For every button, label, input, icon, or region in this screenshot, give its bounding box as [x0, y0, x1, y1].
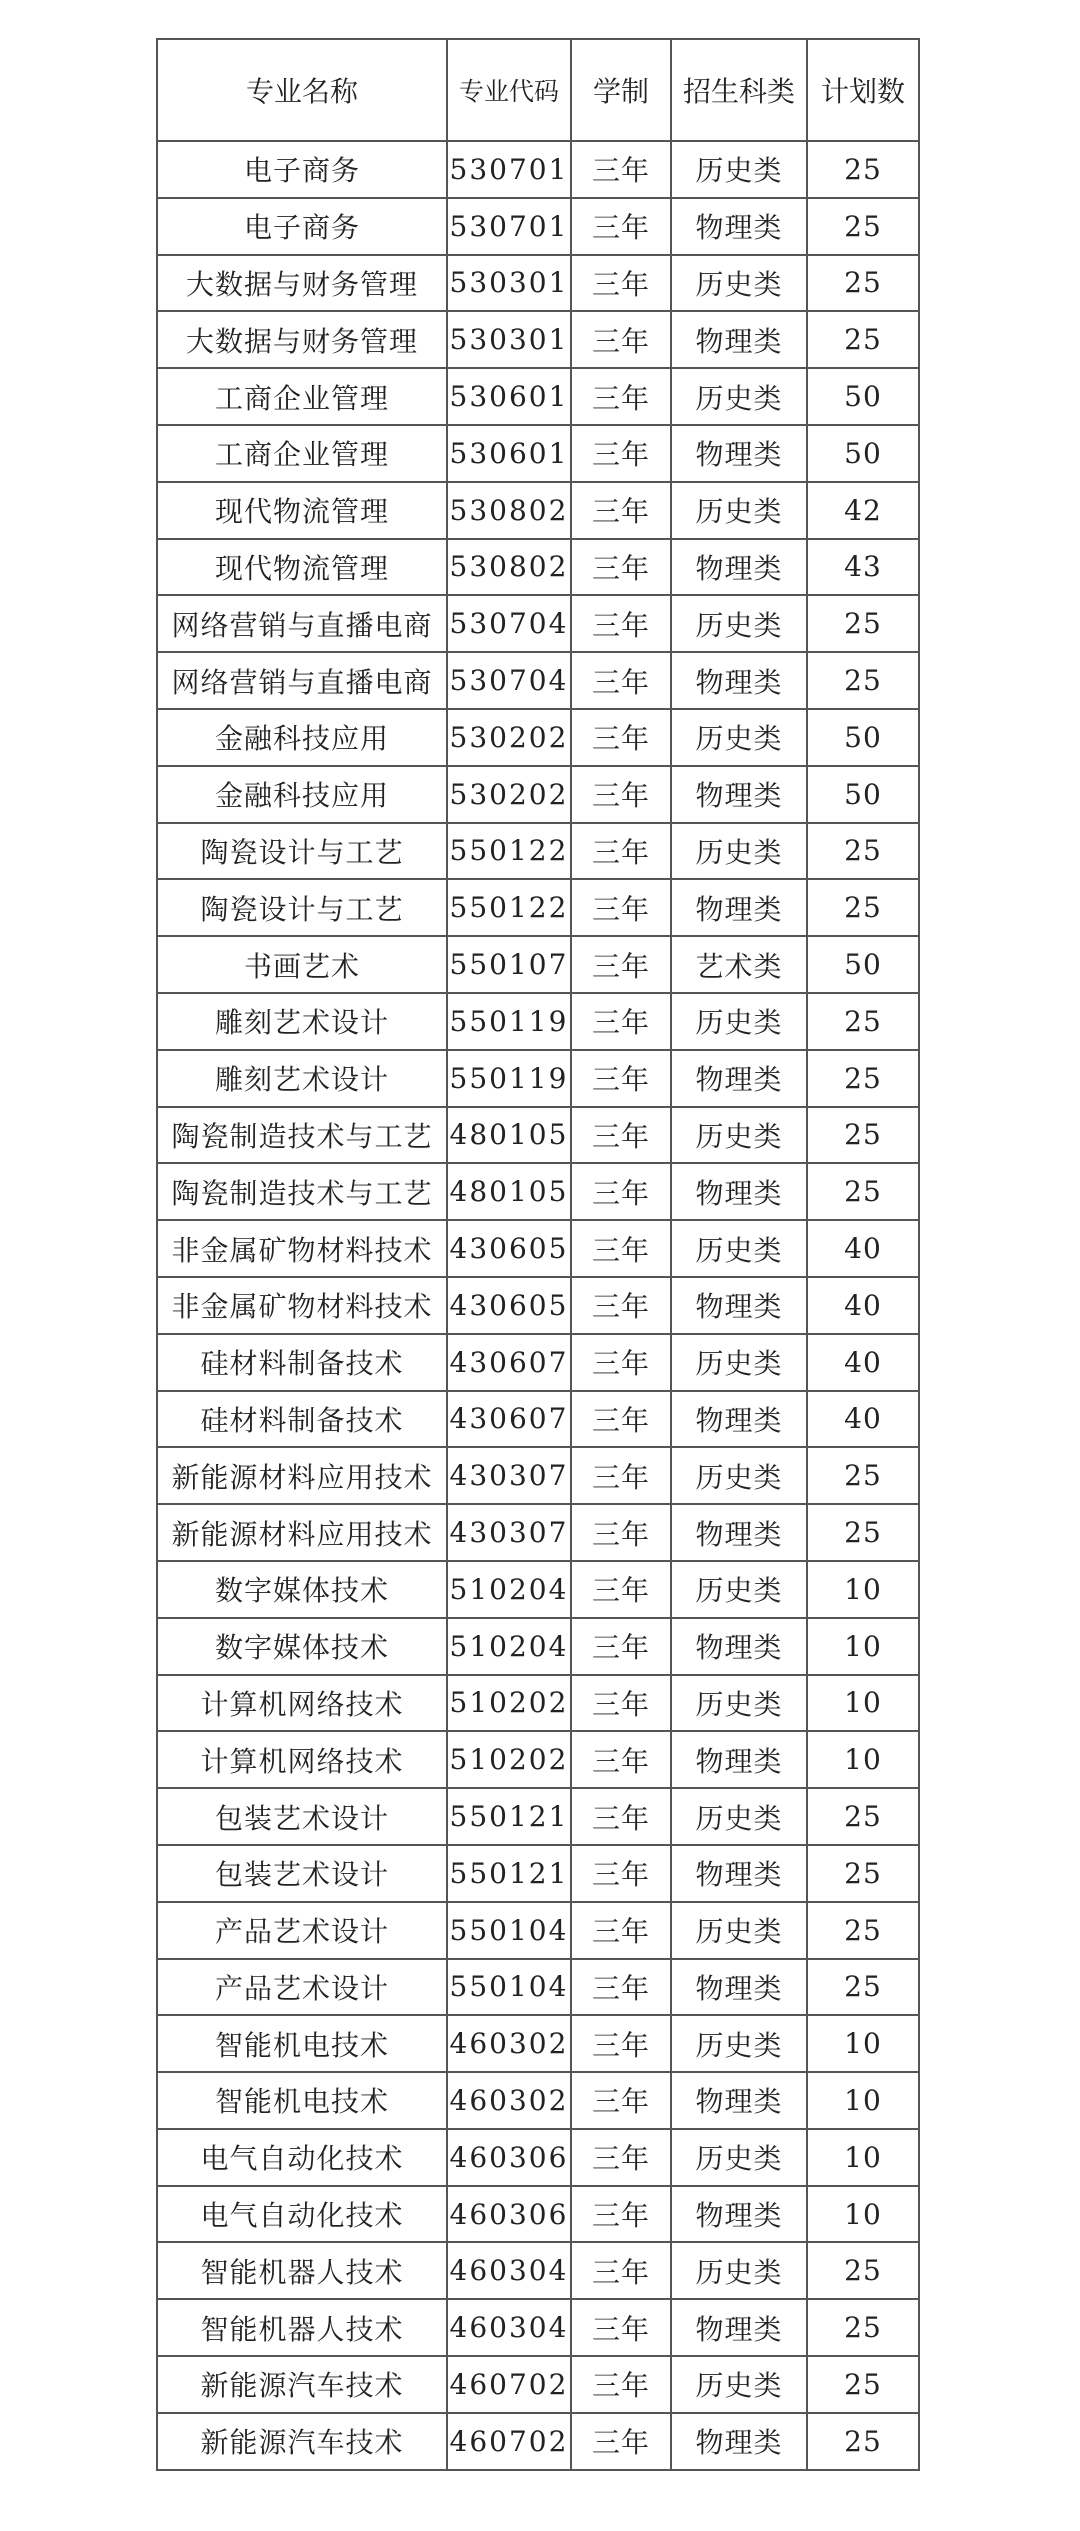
cell-subject-category: 历史类 — [671, 1788, 807, 1845]
cell-major-name: 产品艺术设计 — [157, 1902, 447, 1959]
cell-major-name: 雕刻艺术设计 — [157, 993, 447, 1050]
cell-subject-category: 历史类 — [671, 1107, 807, 1164]
cell-subject-category: 历史类 — [671, 1447, 807, 1504]
cell-plan-count: 50 — [807, 368, 919, 425]
cell-plan-count: 50 — [807, 709, 919, 766]
cell-major-code: 530704 — [447, 595, 571, 652]
cell-major-name: 网络营销与直播电商 — [157, 652, 447, 709]
cell-plan-count: 10 — [807, 2015, 919, 2072]
cell-subject-category: 历史类 — [671, 1220, 807, 1277]
cell-major-code: 510202 — [447, 1675, 571, 1732]
table-row — [157, 1050, 919, 1107]
cell-major-code: 530301 — [447, 255, 571, 312]
cell-major-name: 非金属矿物材料技术 — [157, 1277, 447, 1334]
cell-subject-category: 物理类 — [671, 652, 807, 709]
cell-plan-count: 43 — [807, 539, 919, 596]
header-major-name: 专业名称 — [157, 39, 447, 141]
cell-major-name: 电气自动化技术 — [157, 2186, 447, 2243]
cell-major-code: 530202 — [447, 766, 571, 823]
cell-duration: 三年 — [571, 1618, 671, 1675]
cell-subject-category: 物理类 — [671, 2186, 807, 2243]
cell-major-name: 金融科技应用 — [157, 709, 447, 766]
cell-subject-category: 物理类 — [671, 879, 807, 936]
cell-major-code: 550104 — [447, 1902, 571, 1959]
table-row — [157, 425, 919, 482]
cell-plan-count: 25 — [807, 1902, 919, 1959]
table-body — [157, 141, 919, 2470]
cell-duration: 三年 — [571, 2015, 671, 2072]
cell-duration: 三年 — [571, 2242, 671, 2299]
cell-major-code: 510202 — [447, 1731, 571, 1788]
cell-major-name: 工商企业管理 — [157, 368, 447, 425]
table-row — [157, 993, 919, 1050]
cell-major-code: 550107 — [447, 936, 571, 993]
table-row — [157, 1220, 919, 1277]
cell-plan-count: 25 — [807, 255, 919, 312]
cell-major-code: 460306 — [447, 2186, 571, 2243]
cell-subject-category: 历史类 — [671, 141, 807, 198]
cell-plan-count: 25 — [807, 141, 919, 198]
cell-major-name: 智能机电技术 — [157, 2015, 447, 2072]
table-row — [157, 1107, 919, 1164]
cell-major-name: 新能源材料应用技术 — [157, 1447, 447, 1504]
table-row — [157, 1618, 919, 1675]
cell-duration: 三年 — [571, 652, 671, 709]
table-row — [157, 1845, 919, 1902]
cell-duration: 三年 — [571, 1107, 671, 1164]
cell-major-name: 陶瓷设计与工艺 — [157, 823, 447, 880]
cell-major-code: 530704 — [447, 652, 571, 709]
cell-major-code: 550122 — [447, 879, 571, 936]
cell-duration: 三年 — [571, 141, 671, 198]
cell-major-code: 430607 — [447, 1334, 571, 1391]
cell-major-code: 430607 — [447, 1391, 571, 1448]
cell-plan-count: 25 — [807, 1447, 919, 1504]
cell-subject-category: 艺术类 — [671, 936, 807, 993]
cell-subject-category: 历史类 — [671, 595, 807, 652]
cell-subject-category: 历史类 — [671, 2356, 807, 2413]
table-row — [157, 1391, 919, 1448]
cell-major-code: 550121 — [447, 1788, 571, 1845]
cell-major-name: 电子商务 — [157, 198, 447, 255]
cell-major-code: 530802 — [447, 539, 571, 596]
header-subject-category: 招生科类 — [671, 39, 807, 141]
table-row — [157, 2413, 919, 2470]
cell-subject-category: 历史类 — [671, 2015, 807, 2072]
table-row — [157, 1504, 919, 1561]
cell-duration: 三年 — [571, 879, 671, 936]
cell-major-name: 智能机器人技术 — [157, 2242, 447, 2299]
cell-major-name: 计算机网络技术 — [157, 1731, 447, 1788]
header-row — [157, 39, 919, 141]
cell-major-code: 550119 — [447, 993, 571, 1050]
cell-plan-count: 10 — [807, 1731, 919, 1788]
table-row — [157, 652, 919, 709]
cell-subject-category: 物理类 — [671, 311, 807, 368]
cell-plan-count: 25 — [807, 1845, 919, 1902]
cell-duration: 三年 — [571, 368, 671, 425]
table-row — [157, 141, 919, 198]
cell-plan-count: 50 — [807, 425, 919, 482]
cell-plan-count: 25 — [807, 1050, 919, 1107]
cell-duration: 三年 — [571, 1334, 671, 1391]
cell-subject-category: 物理类 — [671, 425, 807, 482]
table-header — [157, 39, 919, 141]
cell-subject-category: 历史类 — [671, 255, 807, 312]
cell-plan-count: 25 — [807, 1107, 919, 1164]
cell-major-code: 430307 — [447, 1504, 571, 1561]
table-row — [157, 1334, 919, 1391]
cell-duration: 三年 — [571, 311, 671, 368]
table-row — [157, 2015, 919, 2072]
cell-duration: 三年 — [571, 1391, 671, 1448]
cell-major-name: 新能源材料应用技术 — [157, 1504, 447, 1561]
cell-major-name: 包装艺术设计 — [157, 1788, 447, 1845]
table-row — [157, 198, 919, 255]
cell-duration: 三年 — [571, 1050, 671, 1107]
cell-duration: 三年 — [571, 1163, 671, 1220]
cell-duration: 三年 — [571, 2186, 671, 2243]
cell-major-name: 数字媒体技术 — [157, 1561, 447, 1618]
cell-duration: 三年 — [571, 1675, 671, 1732]
cell-plan-count: 25 — [807, 1788, 919, 1845]
cell-plan-count: 25 — [807, 2242, 919, 2299]
cell-plan-count: 25 — [807, 595, 919, 652]
cell-major-name: 陶瓷制造技术与工艺 — [157, 1107, 447, 1164]
cell-plan-count: 25 — [807, 2299, 919, 2356]
cell-subject-category: 历史类 — [671, 993, 807, 1050]
table-row — [157, 539, 919, 596]
table-row — [157, 2129, 919, 2186]
cell-plan-count: 40 — [807, 1220, 919, 1277]
cell-subject-category: 物理类 — [671, 1050, 807, 1107]
table-row — [157, 2299, 919, 2356]
cell-duration: 三年 — [571, 595, 671, 652]
table-row — [157, 255, 919, 312]
cell-major-name: 大数据与财务管理 — [157, 311, 447, 368]
cell-subject-category: 历史类 — [671, 1902, 807, 1959]
cell-subject-category: 物理类 — [671, 766, 807, 823]
cell-duration: 三年 — [571, 539, 671, 596]
cell-major-code: 460702 — [447, 2356, 571, 2413]
cell-major-name: 新能源汽车技术 — [157, 2413, 447, 2470]
cell-plan-count: 25 — [807, 1163, 919, 1220]
cell-plan-count: 40 — [807, 1334, 919, 1391]
cell-duration: 三年 — [571, 2129, 671, 2186]
cell-major-name: 电子商务 — [157, 141, 447, 198]
cell-major-code: 430307 — [447, 1447, 571, 1504]
cell-duration: 三年 — [571, 198, 671, 255]
cell-subject-category: 物理类 — [671, 2413, 807, 2470]
cell-major-code: 460304 — [447, 2299, 571, 2356]
cell-duration: 三年 — [571, 2356, 671, 2413]
cell-major-name: 工商企业管理 — [157, 425, 447, 482]
cell-major-code: 460304 — [447, 2242, 571, 2299]
cell-subject-category: 物理类 — [671, 198, 807, 255]
cell-duration: 三年 — [571, 709, 671, 766]
cell-plan-count: 10 — [807, 2186, 919, 2243]
cell-subject-category: 物理类 — [671, 1277, 807, 1334]
cell-major-name: 数字媒体技术 — [157, 1618, 447, 1675]
cell-duration: 三年 — [571, 1504, 671, 1561]
cell-duration: 三年 — [571, 1959, 671, 2016]
cell-plan-count: 25 — [807, 311, 919, 368]
cell-subject-category: 历史类 — [671, 1675, 807, 1732]
cell-subject-category: 历史类 — [671, 368, 807, 425]
cell-major-name: 陶瓷制造技术与工艺 — [157, 1163, 447, 1220]
cell-major-name: 电气自动化技术 — [157, 2129, 447, 2186]
cell-plan-count: 10 — [807, 2129, 919, 2186]
cell-plan-count: 25 — [807, 2356, 919, 2413]
cell-subject-category: 历史类 — [671, 2242, 807, 2299]
cell-major-code: 510204 — [447, 1561, 571, 1618]
cell-duration: 三年 — [571, 2072, 671, 2129]
table-row — [157, 1447, 919, 1504]
cell-plan-count: 25 — [807, 993, 919, 1050]
cell-major-code: 460302 — [447, 2072, 571, 2129]
cell-plan-count: 25 — [807, 2413, 919, 2470]
cell-major-name: 现代物流管理 — [157, 482, 447, 539]
cell-subject-category: 历史类 — [671, 482, 807, 539]
enrollment-plan-table — [156, 38, 920, 2471]
table-row — [157, 1902, 919, 1959]
table-row — [157, 595, 919, 652]
table-row — [157, 1731, 919, 1788]
cell-major-code: 480105 — [447, 1163, 571, 1220]
table-row — [157, 1959, 919, 2016]
cell-duration: 三年 — [571, 1561, 671, 1618]
cell-major-name: 网络营销与直播电商 — [157, 595, 447, 652]
cell-plan-count: 25 — [807, 1959, 919, 2016]
cell-major-code: 460702 — [447, 2413, 571, 2470]
cell-subject-category: 物理类 — [671, 1845, 807, 1902]
cell-major-code: 530202 — [447, 709, 571, 766]
table-row — [157, 709, 919, 766]
cell-subject-category: 物理类 — [671, 1504, 807, 1561]
table-row — [157, 936, 919, 993]
cell-duration: 三年 — [571, 255, 671, 312]
cell-major-name: 现代物流管理 — [157, 539, 447, 596]
header-major-code: 专业代码 — [447, 39, 571, 141]
table-row — [157, 2072, 919, 2129]
cell-subject-category: 物理类 — [671, 2299, 807, 2356]
cell-subject-category: 历史类 — [671, 1334, 807, 1391]
cell-duration: 三年 — [571, 993, 671, 1050]
cell-subject-category: 物理类 — [671, 1731, 807, 1788]
cell-plan-count: 25 — [807, 823, 919, 880]
cell-duration: 三年 — [571, 2299, 671, 2356]
cell-subject-category: 历史类 — [671, 709, 807, 766]
cell-subject-category: 物理类 — [671, 1163, 807, 1220]
cell-major-code: 460306 — [447, 2129, 571, 2186]
cell-duration: 三年 — [571, 936, 671, 993]
cell-major-code: 530601 — [447, 425, 571, 482]
table-row — [157, 2242, 919, 2299]
cell-duration: 三年 — [571, 1447, 671, 1504]
cell-major-code: 530701 — [447, 198, 571, 255]
table-row — [157, 2186, 919, 2243]
cell-duration: 三年 — [571, 766, 671, 823]
table-row — [157, 1277, 919, 1334]
cell-major-code: 530701 — [447, 141, 571, 198]
table-row — [157, 766, 919, 823]
cell-duration: 三年 — [571, 1902, 671, 1959]
cell-major-code: 430605 — [447, 1220, 571, 1277]
cell-plan-count: 10 — [807, 1618, 919, 1675]
cell-major-name: 硅材料制备技术 — [157, 1391, 447, 1448]
cell-plan-count: 25 — [807, 198, 919, 255]
cell-major-name: 包装艺术设计 — [157, 1845, 447, 1902]
table-row — [157, 1561, 919, 1618]
cell-subject-category: 物理类 — [671, 2072, 807, 2129]
cell-subject-category: 物理类 — [671, 539, 807, 596]
table-row — [157, 1163, 919, 1220]
cell-major-name: 产品艺术设计 — [157, 1959, 447, 2016]
table-row — [157, 368, 919, 425]
cell-duration: 三年 — [571, 1845, 671, 1902]
cell-plan-count: 25 — [807, 652, 919, 709]
cell-major-name: 大数据与财务管理 — [157, 255, 447, 312]
cell-plan-count: 10 — [807, 2072, 919, 2129]
table-row — [157, 823, 919, 880]
cell-major-code: 550121 — [447, 1845, 571, 1902]
table-row — [157, 879, 919, 936]
cell-major-name: 硅材料制备技术 — [157, 1334, 447, 1391]
cell-duration: 三年 — [571, 1731, 671, 1788]
cell-duration: 三年 — [571, 1788, 671, 1845]
cell-major-code: 530601 — [447, 368, 571, 425]
cell-major-name: 陶瓷设计与工艺 — [157, 879, 447, 936]
cell-major-code: 480105 — [447, 1107, 571, 1164]
cell-plan-count: 40 — [807, 1391, 919, 1448]
cell-major-code: 550119 — [447, 1050, 571, 1107]
header-plan-count: 计划数 — [807, 39, 919, 141]
table-row — [157, 2356, 919, 2413]
cell-major-name: 金融科技应用 — [157, 766, 447, 823]
cell-major-name: 智能机器人技术 — [157, 2299, 447, 2356]
cell-plan-count: 10 — [807, 1561, 919, 1618]
cell-major-name: 书画艺术 — [157, 936, 447, 993]
cell-duration: 三年 — [571, 2413, 671, 2470]
cell-subject-category: 历史类 — [671, 2129, 807, 2186]
table-row — [157, 1788, 919, 1845]
cell-major-code: 550122 — [447, 823, 571, 880]
cell-plan-count: 25 — [807, 879, 919, 936]
cell-major-name: 智能机电技术 — [157, 2072, 447, 2129]
cell-major-name: 雕刻艺术设计 — [157, 1050, 447, 1107]
cell-major-name: 非金属矿物材料技术 — [157, 1220, 447, 1277]
cell-major-code: 530301 — [447, 311, 571, 368]
cell-major-code: 530802 — [447, 482, 571, 539]
table-row — [157, 482, 919, 539]
cell-duration: 三年 — [571, 823, 671, 880]
cell-plan-count: 40 — [807, 1277, 919, 1334]
cell-duration: 三年 — [571, 1220, 671, 1277]
table-row — [157, 1675, 919, 1732]
cell-subject-category: 物理类 — [671, 1618, 807, 1675]
cell-subject-category: 历史类 — [671, 1561, 807, 1618]
cell-major-code: 430605 — [447, 1277, 571, 1334]
cell-plan-count: 10 — [807, 1675, 919, 1732]
cell-duration: 三年 — [571, 482, 671, 539]
cell-major-code: 460302 — [447, 2015, 571, 2072]
cell-plan-count: 42 — [807, 482, 919, 539]
cell-plan-count: 50 — [807, 766, 919, 823]
cell-subject-category: 历史类 — [671, 823, 807, 880]
cell-subject-category: 物理类 — [671, 1391, 807, 1448]
cell-subject-category: 物理类 — [671, 1959, 807, 2016]
cell-plan-count: 25 — [807, 1504, 919, 1561]
table-row — [157, 311, 919, 368]
cell-plan-count: 50 — [807, 936, 919, 993]
cell-duration: 三年 — [571, 425, 671, 482]
cell-major-name: 新能源汽车技术 — [157, 2356, 447, 2413]
cell-major-code: 550104 — [447, 1959, 571, 2016]
cell-major-name: 计算机网络技术 — [157, 1675, 447, 1732]
cell-major-code: 510204 — [447, 1618, 571, 1675]
header-duration: 学制 — [571, 39, 671, 141]
cell-duration: 三年 — [571, 1277, 671, 1334]
